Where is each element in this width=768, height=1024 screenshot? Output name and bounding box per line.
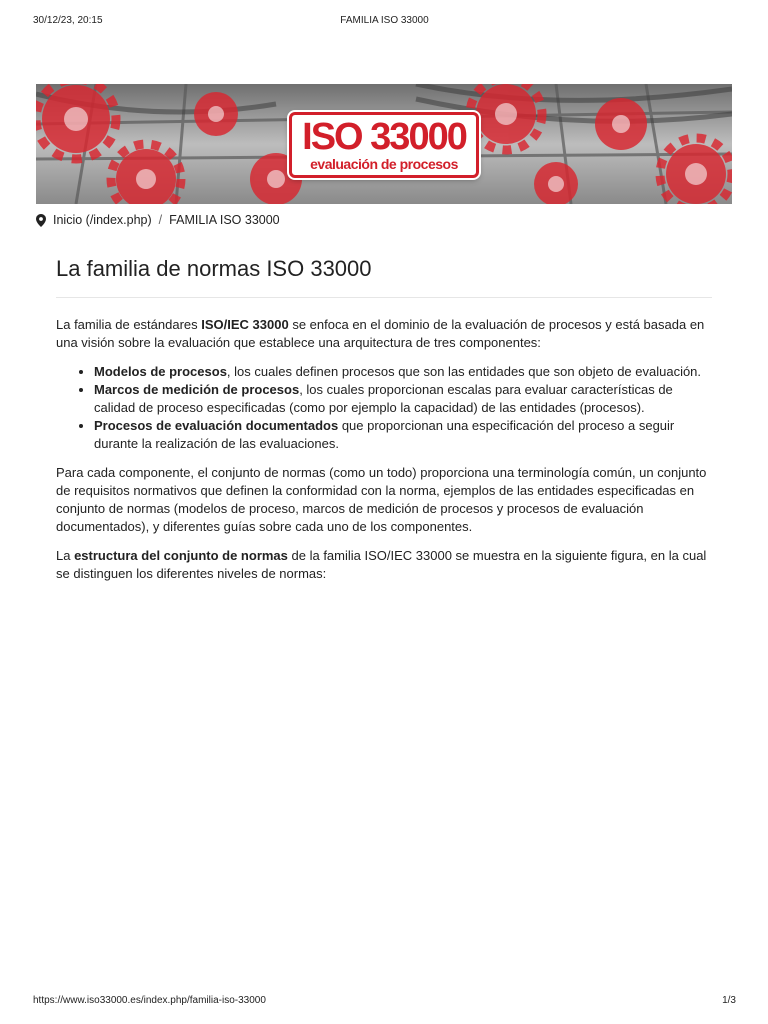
list-item-bold: Procesos de evaluación documentados xyxy=(94,418,339,433)
intro-bold-standard: ISO/IEC 33000 xyxy=(201,317,289,332)
components-list xyxy=(56,363,714,453)
list-item xyxy=(94,417,714,453)
structure-text-start: La xyxy=(56,548,75,563)
page-title: La familia de normas ISO 33000 xyxy=(56,256,372,281)
list-item-text: que proporcionan una especificación del proceso a seguir durante la realización de las evaluaciones. xyxy=(94,418,675,451)
print-url: https://www.iso33000.es/index.php/familia-iso-33000 xyxy=(33,995,266,1006)
print-datetime: 30/12/23, 20:15 xyxy=(33,15,103,26)
print-header xyxy=(33,15,736,29)
title-divider xyxy=(56,297,712,298)
list-item xyxy=(94,363,714,381)
intro-text-end: se enfoca en el dominio de la evaluación de procesos y está basada en una visión sobre la evaluación que establece una arquitectura de tres componentes: xyxy=(56,317,705,350)
print-page-number: 1/3 xyxy=(722,995,736,1006)
breadcrumb-separator: / xyxy=(158,213,163,227)
intro-paragraph xyxy=(56,316,714,352)
article-body xyxy=(56,316,714,594)
list-item-bold: Marcos de medición de procesos xyxy=(94,382,300,397)
map-pin-icon xyxy=(36,214,46,227)
logo-subtitle: evaluación de procesos xyxy=(310,156,458,172)
iso-33000-logo xyxy=(289,112,479,178)
intro-text-start: La familia de estándares xyxy=(56,317,202,332)
print-footer xyxy=(33,995,736,1009)
breadcrumb-current: FAMILIA ISO 33000 xyxy=(169,213,280,227)
list-item-text: , los cuales definen procesos que son las entidades que son objeto de evaluación. xyxy=(226,364,702,379)
list-item xyxy=(94,381,714,417)
header-banner xyxy=(36,84,732,204)
print-doc-title: FAMILIA ISO 33000 xyxy=(340,15,429,26)
logo-title: ISO 33000 xyxy=(302,116,466,158)
structure-text-end: de la familia ISO/IEC 33000 se muestra en la siguiente figura, en la cual se distinguen los diferentes niveles de normas: xyxy=(56,548,707,581)
structure-bold-phrase: estructura del conjunto de normas xyxy=(74,548,288,563)
structure-paragraph xyxy=(56,547,714,583)
components-paragraph: Para cada componente, el conjunto de normas (como un todo) proporciona una terminología común, un conjunto de requisitos normativos que definen la conformidad con la norma, ejemplos de las entidades especificadas en conjunto de normas (modelos de proceso, marcos de medición de procesos y procesos de evaluación documentados), y diferentes guías sobre cada uno de los componentes. xyxy=(56,465,707,534)
breadcrumb xyxy=(36,212,280,228)
list-item-bold: Modelos de procesos xyxy=(94,364,227,379)
breadcrumb-home-link[interactable]: Inicio (/index.php) xyxy=(53,213,152,227)
list-item-text: , los cuales proporcionan escalas para evaluar características de calidad de proceso especificadas (como por ejemplo la capacidad) de las entidades (procesos). xyxy=(94,382,673,415)
